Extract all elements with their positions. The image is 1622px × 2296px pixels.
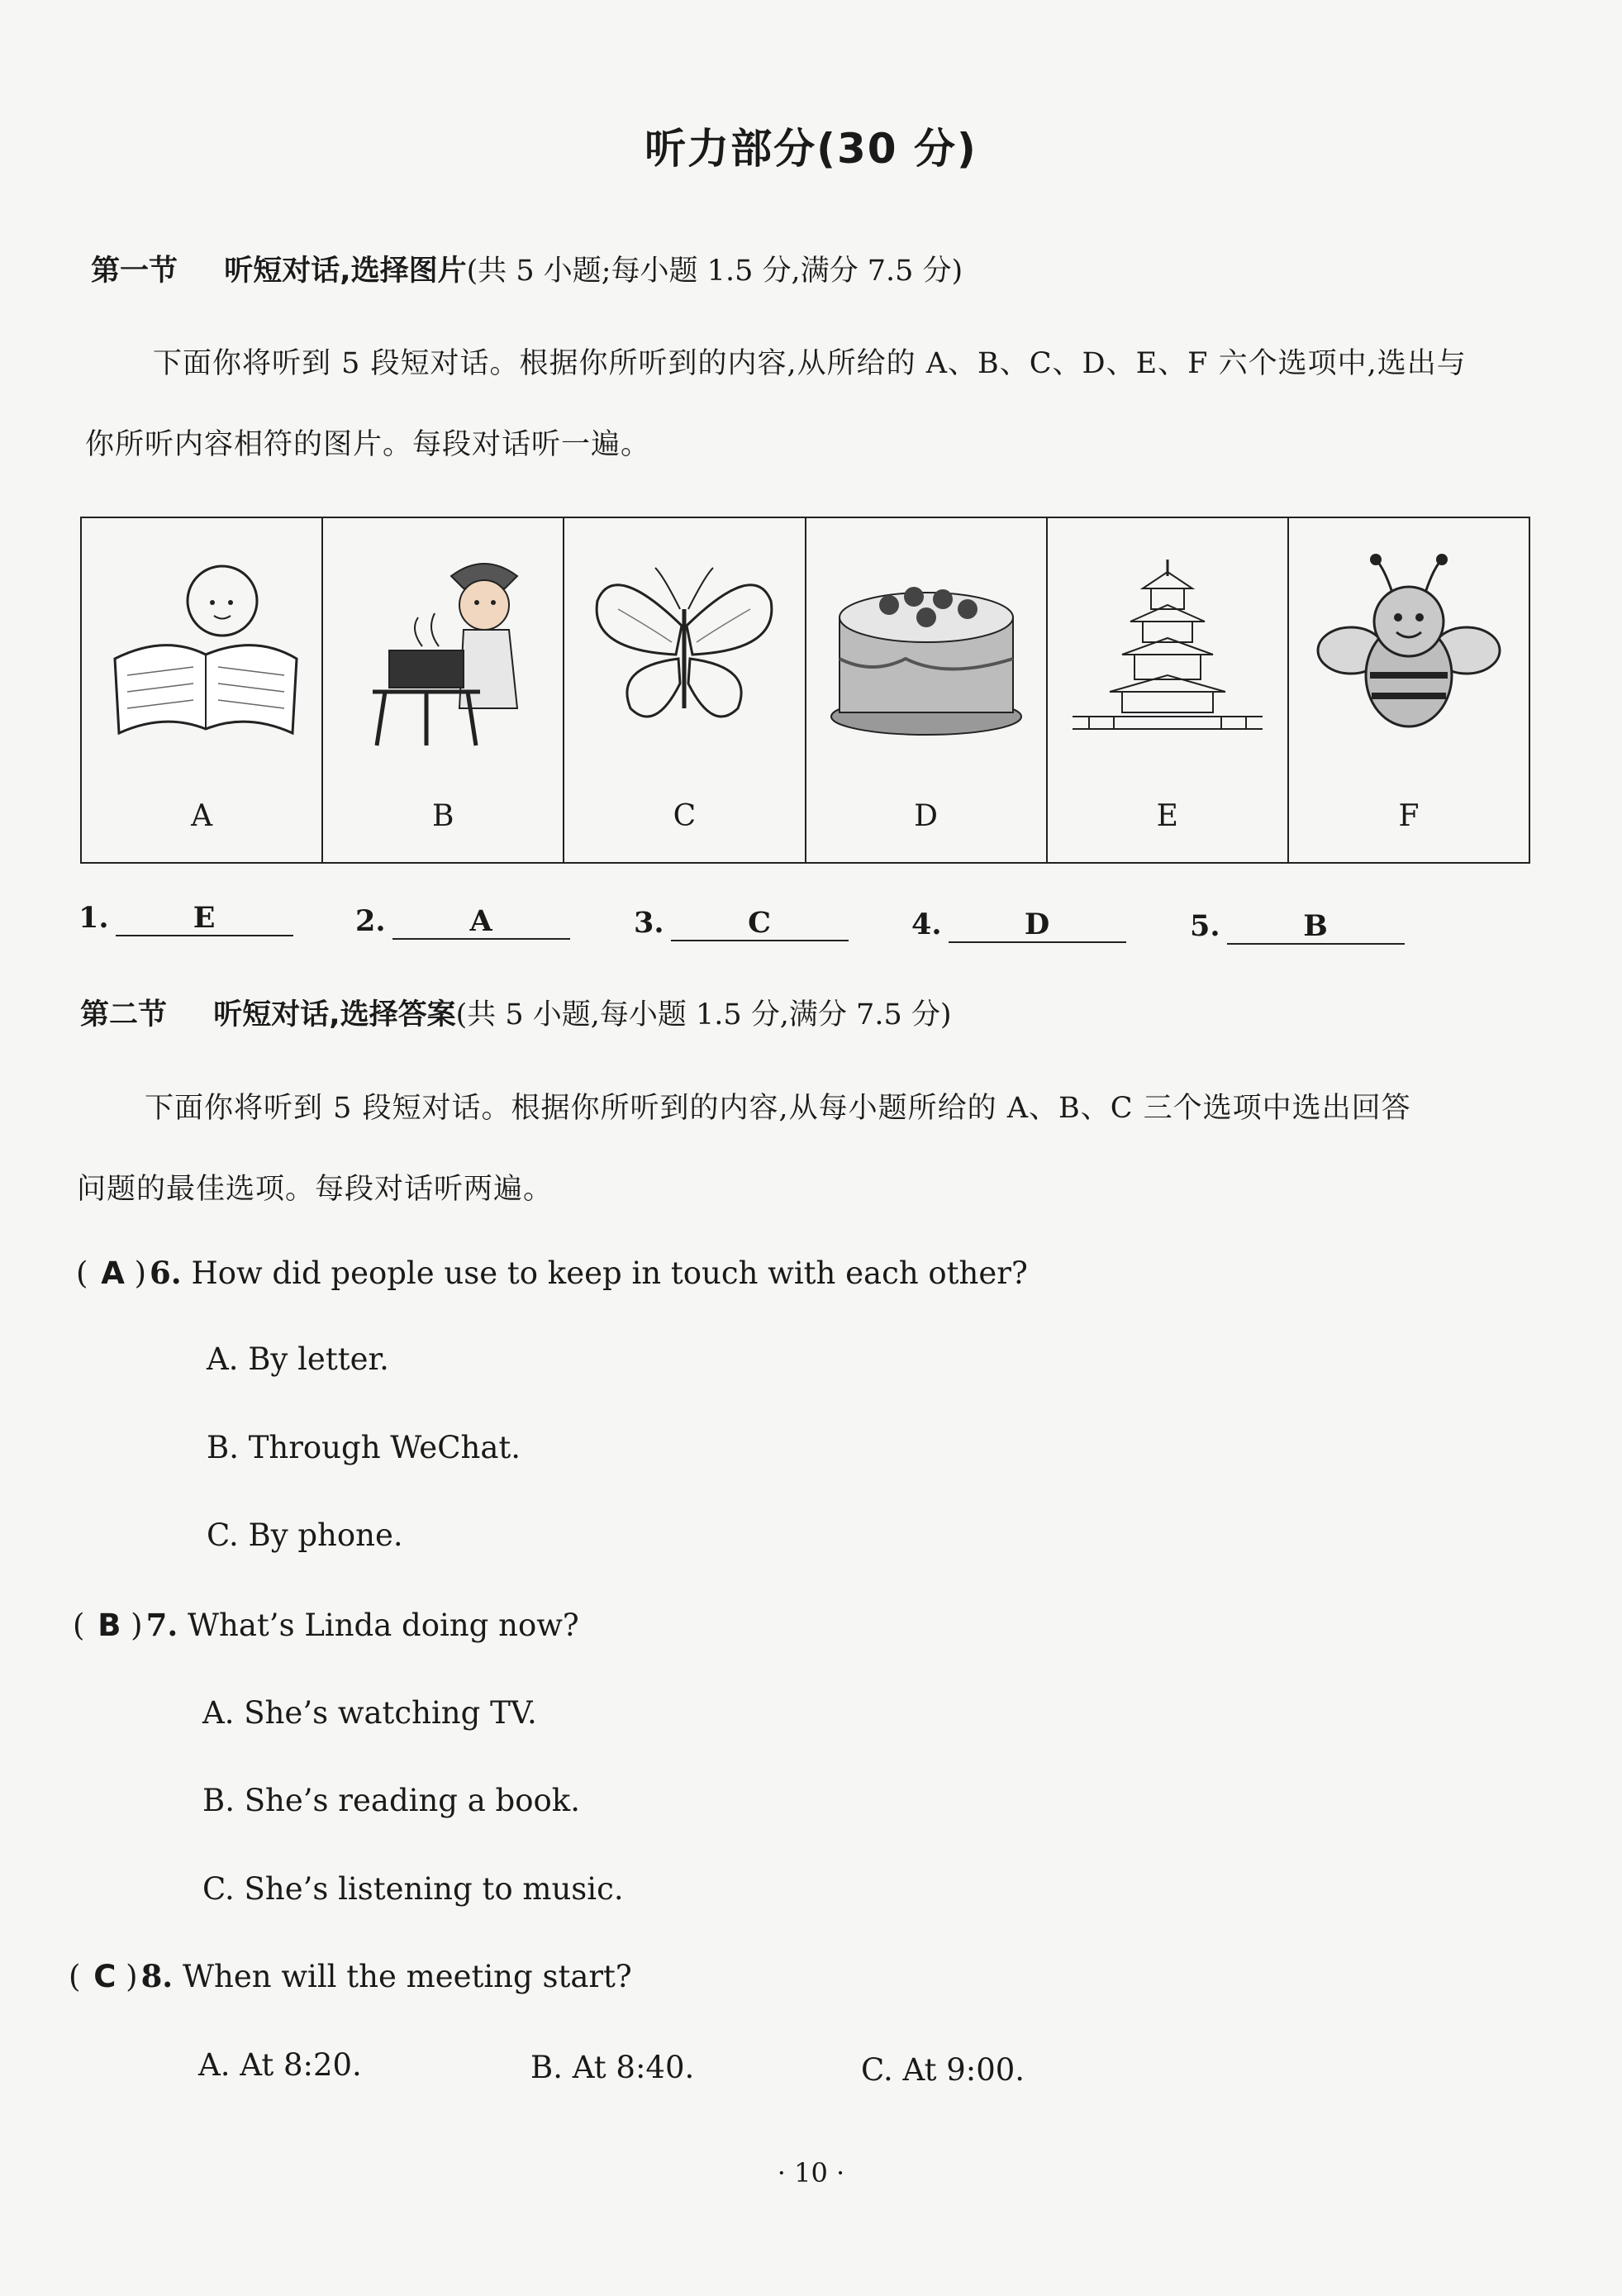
picture-letter-a: A [191, 799, 213, 833]
picture-cell-b [323, 518, 564, 862]
picture-letter-d: D [914, 799, 939, 833]
cake-icon [823, 543, 1030, 750]
child-reading-book-icon [98, 543, 305, 750]
butterfly-icon [581, 543, 787, 750]
bee-icon [1306, 543, 1512, 750]
answer-3: 3. C [634, 906, 849, 941]
section1-heading [91, 248, 963, 289]
question-7-option-a: A. She’s watching TV. [202, 1695, 537, 1731]
question-7-option-b: B. She’s reading a book. [202, 1783, 580, 1818]
question-7: ( B )7. What’s Linda doing now? [73, 1607, 579, 1643]
question-8: ( C )8. When will the meeting start? [69, 1958, 632, 1994]
section1-title: 听短对话,选择图片 [224, 255, 467, 288]
section1-label: 第一节 [91, 255, 178, 288]
answer-4: 4. D [911, 907, 1126, 943]
section2-note: (共 5 小题,每小题 1.5 分,满分 7.5 分) [455, 998, 952, 1031]
picture-cell-a [82, 518, 323, 862]
question-7-text: What’s Linda doing now? [188, 1608, 579, 1643]
picture-options-table [80, 517, 1530, 864]
picture-cell-d [806, 518, 1048, 862]
section1-answers [78, 901, 1524, 950]
section2-title: 听短对话,选择答案 [213, 998, 456, 1031]
section2-label: 第二节 [80, 998, 168, 1031]
picture-letter-c: C [673, 799, 697, 833]
question-6-answer[interactable]: A [101, 1255, 125, 1291]
section2-instruction-line1: 下面你将听到 5 段短对话。根据你所听到的内容,从每小题所给的 A、B、C 三个选项中选出回答 [145, 1092, 1411, 1125]
question-6-option-b: B. Through WeChat. [207, 1430, 521, 1465]
answer-1: 1. E [78, 901, 293, 936]
section1-note: (共 5 小题;每小题 1.5 分,满分 7.5 分) [466, 255, 963, 288]
picture-cell-c [564, 518, 806, 862]
answer-blank-4[interactable]: D [949, 907, 1126, 943]
question-7-answer[interactable]: B [98, 1608, 121, 1643]
picture-letter-e: E [1156, 799, 1178, 833]
picture-cell-f [1289, 518, 1529, 862]
section1-instruction-line1: 下面你将听到 5 段短对话。根据你所听到的内容,从所给的 A、B、C、D、E、F 六个选项中,选出与 [153, 347, 1467, 380]
question-7-option-c: C. She’s listening to music. [202, 1871, 624, 1907]
answer-5: 5. B [1190, 909, 1405, 945]
answer-2: 2. A [355, 904, 570, 940]
answer-blank-2[interactable]: A [392, 904, 570, 940]
picture-cell-e [1048, 518, 1289, 862]
section1-instruction-line2: 你所听内容相符的图片。每段对话听一遍。 [85, 428, 651, 461]
section2-instruction-line2: 问题的最佳选项。每段对话听两遍。 [77, 1173, 554, 1206]
question-8-option-c: C. At 9:00. [861, 2052, 1025, 2088]
page-title: 听力部分(30 分) [645, 125, 977, 173]
answer-blank-3[interactable]: C [671, 906, 849, 941]
section2-heading [80, 992, 952, 1033]
question-6-text: How did people use to keep in touch with each other? [191, 1255, 1028, 1291]
pagoda-tower-icon [1064, 543, 1271, 750]
picture-letter-b: B [432, 799, 454, 833]
picture-letter-f: F [1398, 799, 1420, 833]
question-8-option-b: B. At 8:40. [530, 2050, 695, 2085]
question-6: ( A )6. How did people use to keep in touch with each other? [76, 1255, 1028, 1291]
answer-blank-1[interactable]: E [116, 901, 293, 936]
question-8-text: When will the meeting start? [182, 1959, 632, 1994]
question-8-answer[interactable]: C [93, 1959, 117, 1994]
question-8-option-a: A. At 8:20. [198, 2047, 362, 2083]
question-6-option-c: C. By phone. [207, 1517, 403, 1553]
answer-blank-5[interactable]: B [1227, 909, 1405, 945]
page-number: · 10 · [777, 2157, 845, 2189]
girl-cooking-icon [340, 543, 546, 750]
question-6-option-a: A. By letter. [207, 1341, 389, 1377]
